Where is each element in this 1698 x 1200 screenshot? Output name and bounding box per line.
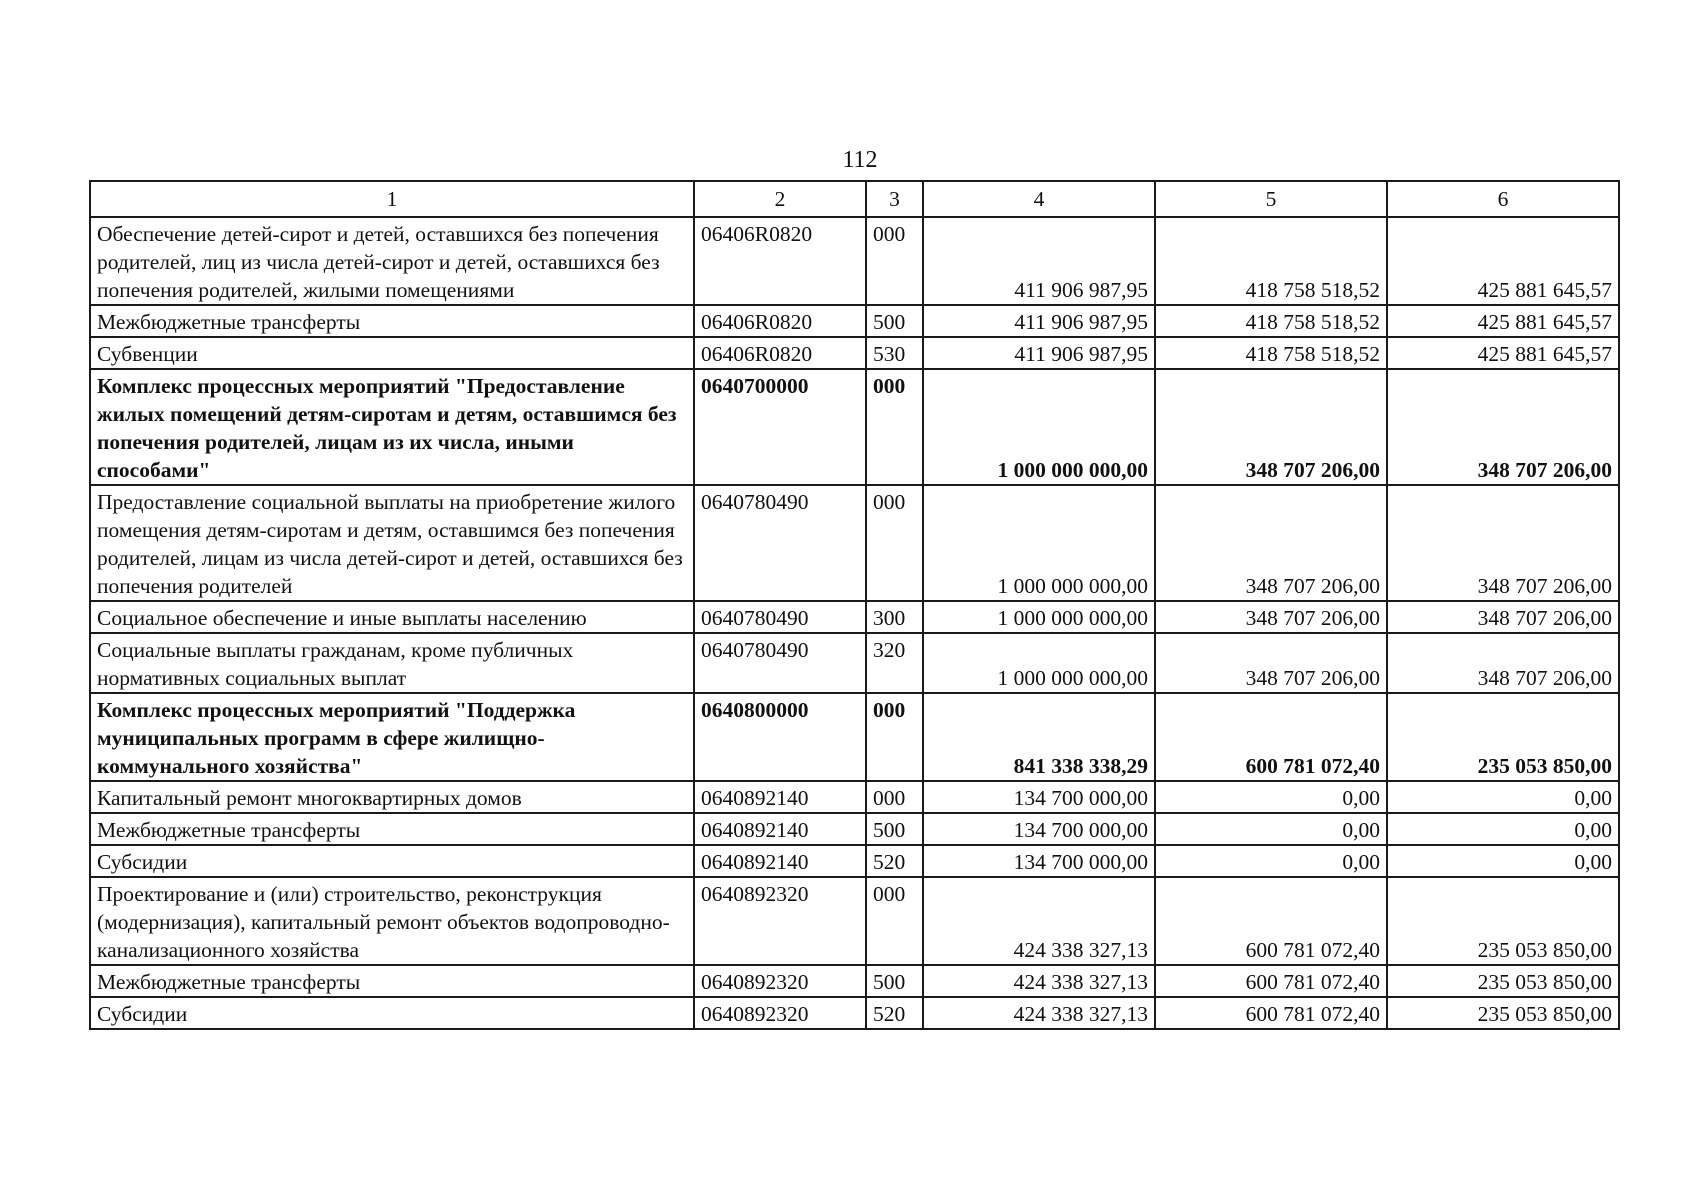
row-expense-type: 520 <box>866 997 923 1029</box>
row-amount-col6: 235 053 850,00 <box>1387 877 1619 965</box>
row-amount-col4: 424 338 327,13 <box>923 965 1155 997</box>
row-amount-col5: 600 781 072,40 <box>1155 693 1387 781</box>
row-amount-col5: 348 707 206,00 <box>1155 601 1387 633</box>
table-row <box>90 813 1619 845</box>
row-amount-col5: 0,00 <box>1155 845 1387 877</box>
row-target-code: 0640780490 <box>694 485 866 601</box>
row-target-code: 06406R0820 <box>694 337 866 369</box>
row-name: Проектирование и (или) строительство, реконструкция (модернизация), капитальный ремонт объектов водопроводно-канализационного хозяйства <box>90 877 694 965</box>
row-expense-type: 530 <box>866 337 923 369</box>
row-amount-col4: 134 700 000,00 <box>923 813 1155 845</box>
row-amount-col4: 1 000 000 000,00 <box>923 485 1155 601</box>
row-amount-col5: 418 758 518,52 <box>1155 305 1387 337</box>
row-amount-col6: 425 881 645,57 <box>1387 305 1619 337</box>
row-expense-type: 000 <box>866 369 923 485</box>
row-name: Обеспечение детей-сирот и детей, оставшихся без попечения родителей, лиц из числа детей-сирот и детей, оставшихся без попечения родителей, жилыми помещениями <box>90 217 694 305</box>
row-amount-col6: 235 053 850,00 <box>1387 965 1619 997</box>
column-number-6: 6 <box>1387 181 1619 217</box>
table-row <box>90 997 1619 1029</box>
row-target-code: 0640892140 <box>694 781 866 813</box>
table-row <box>90 369 1619 485</box>
row-expense-type: 000 <box>866 693 923 781</box>
row-target-code: 06406R0820 <box>694 305 866 337</box>
row-amount-col4: 841 338 338,29 <box>923 693 1155 781</box>
row-expense-type: 000 <box>866 781 923 813</box>
row-amount-col5: 0,00 <box>1155 781 1387 813</box>
column-number-1: 1 <box>90 181 694 217</box>
table-row <box>90 485 1619 601</box>
row-expense-type: 500 <box>866 305 923 337</box>
table-row <box>90 781 1619 813</box>
row-expense-type: 320 <box>866 633 923 693</box>
row-amount-col4: 411 906 987,95 <box>923 305 1155 337</box>
row-name: Социальное обеспечение и иные выплаты населению <box>90 601 694 633</box>
row-amount-col6: 235 053 850,00 <box>1387 693 1619 781</box>
column-number-3: 3 <box>866 181 923 217</box>
row-name: Предоставление социальной выплаты на приобретение жилого помещения детям-сиротам и детям, оставшимся без попечения родителей, лицам из числа детей-сирот и детей, оставшихся без попечения родителей <box>90 485 694 601</box>
row-expense-type: 500 <box>866 813 923 845</box>
row-target-code: 0640892320 <box>694 997 866 1029</box>
row-target-code: 0640892140 <box>694 813 866 845</box>
row-amount-col4: 134 700 000,00 <box>923 781 1155 813</box>
row-expense-type: 000 <box>866 485 923 601</box>
row-name: Субсидии <box>90 997 694 1029</box>
row-name: Межбюджетные трансферты <box>90 965 694 997</box>
row-amount-col6: 0,00 <box>1387 845 1619 877</box>
table-row <box>90 305 1619 337</box>
row-target-code: 0640780490 <box>694 633 866 693</box>
row-name: Капитальный ремонт многоквартирных домов <box>90 781 694 813</box>
row-amount-col6: 425 881 645,57 <box>1387 217 1619 305</box>
row-amount-col5: 348 707 206,00 <box>1155 369 1387 485</box>
column-number-row <box>90 181 1619 217</box>
row-amount-col5: 0,00 <box>1155 813 1387 845</box>
row-name: Межбюджетные трансферты <box>90 305 694 337</box>
row-target-code: 0640780490 <box>694 601 866 633</box>
page-number: 112 <box>842 147 878 173</box>
row-target-code: 0640892320 <box>694 877 866 965</box>
table-row <box>90 601 1619 633</box>
row-amount-col5: 418 758 518,52 <box>1155 217 1387 305</box>
row-amount-col5: 600 781 072,40 <box>1155 877 1387 965</box>
row-amount-col6: 348 707 206,00 <box>1387 633 1619 693</box>
row-amount-col4: 1 000 000 000,00 <box>923 369 1155 485</box>
table-row <box>90 217 1619 305</box>
row-target-code: 0640892140 <box>694 845 866 877</box>
row-amount-col6: 235 053 850,00 <box>1387 997 1619 1029</box>
row-amount-col4: 411 906 987,95 <box>923 217 1155 305</box>
row-amount-col6: 0,00 <box>1387 813 1619 845</box>
table-row <box>90 633 1619 693</box>
table-row <box>90 693 1619 781</box>
row-name: Межбюджетные трансферты <box>90 813 694 845</box>
row-amount-col6: 425 881 645,57 <box>1387 337 1619 369</box>
row-name: Социальные выплаты гражданам, кроме публичных нормативных социальных выплат <box>90 633 694 693</box>
table-body <box>90 181 1619 1029</box>
row-amount-col6: 348 707 206,00 <box>1387 369 1619 485</box>
row-target-code: 0640892320 <box>694 965 866 997</box>
row-amount-col4: 424 338 327,13 <box>923 997 1155 1029</box>
row-name: Субсидии <box>90 845 694 877</box>
row-name: Комплекс процессных мероприятий "Поддержка муниципальных программ в сфере жилищно-коммунального хозяйства" <box>90 693 694 781</box>
row-expense-type: 300 <box>866 601 923 633</box>
row-amount-col4: 134 700 000,00 <box>923 845 1155 877</box>
row-amount-col4: 424 338 327,13 <box>923 877 1155 965</box>
row-name: Субвенции <box>90 337 694 369</box>
table-row <box>90 337 1619 369</box>
row-amount-col4: 411 906 987,95 <box>923 337 1155 369</box>
row-name: Комплекс процессных мероприятий "Предоставление жилых помещений детям-сиротам и детям, оставшимся без попечения родителей, лицам из их числа, иными способами" <box>90 369 694 485</box>
row-target-code: 0640700000 <box>694 369 866 485</box>
row-target-code: 0640800000 <box>694 693 866 781</box>
column-number-5: 5 <box>1155 181 1387 217</box>
row-amount-col5: 600 781 072,40 <box>1155 997 1387 1029</box>
row-amount-col6: 348 707 206,00 <box>1387 601 1619 633</box>
column-number-4: 4 <box>923 181 1155 217</box>
column-number-2: 2 <box>694 181 866 217</box>
row-amount-col4: 1 000 000 000,00 <box>923 633 1155 693</box>
budget-table <box>89 180 1620 1030</box>
row-amount-col6: 0,00 <box>1387 781 1619 813</box>
table-row <box>90 965 1619 997</box>
row-amount-col5: 348 707 206,00 <box>1155 485 1387 601</box>
row-target-code: 06406R0820 <box>694 217 866 305</box>
row-amount-col6: 348 707 206,00 <box>1387 485 1619 601</box>
row-expense-type: 520 <box>866 845 923 877</box>
row-expense-type: 500 <box>866 965 923 997</box>
row-amount-col5: 418 758 518,52 <box>1155 337 1387 369</box>
row-amount-col5: 600 781 072,40 <box>1155 965 1387 997</box>
table-row <box>90 845 1619 877</box>
row-expense-type: 000 <box>866 877 923 965</box>
row-expense-type: 000 <box>866 217 923 305</box>
table-row <box>90 877 1619 965</box>
row-amount-col5: 348 707 206,00 <box>1155 633 1387 693</box>
row-amount-col4: 1 000 000 000,00 <box>923 601 1155 633</box>
